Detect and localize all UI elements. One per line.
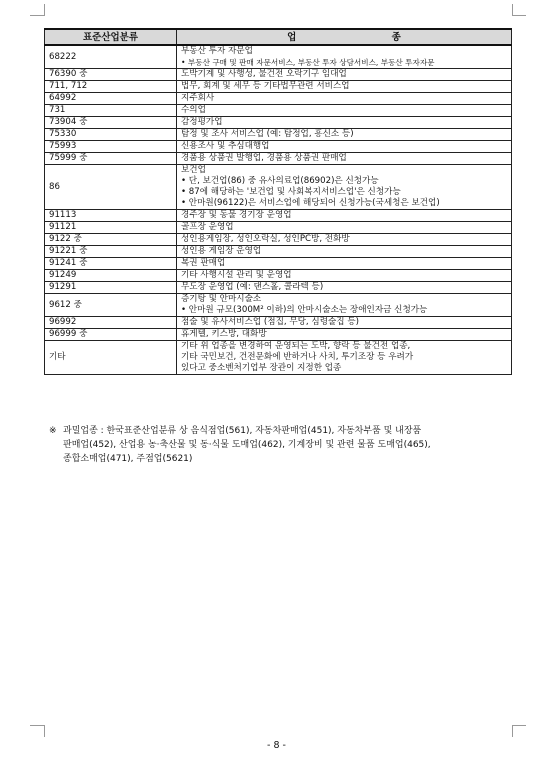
industry-code-cell: 731	[45, 105, 177, 117]
table-row	[45, 246, 512, 258]
industry-description-cell	[177, 69, 512, 81]
crop-mark-top-left-h	[30, 15, 44, 16]
table-row	[45, 117, 512, 129]
table-row	[45, 258, 512, 270]
industry-description-cell	[177, 329, 512, 341]
description-line: 증기탕 및 안마시술소	[181, 294, 262, 304]
crop-mark-bottom-right-h	[512, 725, 526, 726]
table-row	[45, 141, 512, 153]
description-line: 있다고 중소벤처기업부 장관이 지정한 업종	[181, 363, 342, 373]
industry-code-cell: 91113	[45, 210, 177, 222]
description-line: 복권 판매업	[181, 258, 226, 268]
industry-code-cell: 9612 중	[45, 294, 177, 317]
industry-code-cell: 91249	[45, 270, 177, 282]
industry-code-cell: 75993	[45, 141, 177, 153]
description-line: 점술 및 유사서비스업 (점집, 무당, 심령술집 등)	[181, 317, 359, 327]
description-line: • 부동산 구매 및 판매 자문서비스, 부동산 투자 상담서비스, 부동산 투자자문	[181, 58, 435, 67]
industry-description-cell	[177, 294, 512, 317]
description-line: 신용조사 및 추심대행업	[181, 141, 270, 151]
table-row	[45, 294, 512, 317]
industry-code-cell: 기타	[45, 341, 177, 375]
industry-code-cell: 91221 중	[45, 246, 177, 258]
crop-mark-bottom-left-v	[44, 725, 45, 737]
table-row	[45, 317, 512, 329]
industry-description-cell	[177, 129, 512, 141]
description-line: 도박기계 및 사행성, 불건전 오락기구 임대업	[181, 69, 347, 79]
description-line: 무도장 운영업 (예: 댄스홀, 콜라텍 등)	[181, 282, 324, 292]
table-row	[45, 270, 512, 282]
industry-description-cell	[177, 222, 512, 234]
industry-code-cell: 76390 중	[45, 69, 177, 81]
restricted-industry-table	[44, 28, 512, 375]
table-row	[45, 93, 512, 105]
industry-description-cell	[177, 45, 512, 69]
table-body	[45, 45, 512, 375]
description-line: 골프장 운영업	[181, 222, 234, 232]
description-line: 지주회사	[181, 93, 215, 103]
industry-code-cell: 75330	[45, 129, 177, 141]
industry-description-cell	[177, 93, 512, 105]
table-row	[45, 234, 512, 246]
description-line: 감정평가업	[181, 117, 223, 127]
industry-code-cell: 75999 중	[45, 153, 177, 165]
industry-code-cell: 86	[45, 165, 177, 210]
reference-mark: ※	[49, 426, 57, 436]
industry-description-cell	[177, 210, 512, 222]
industry-description-cell	[177, 317, 512, 329]
footnote-line: 판매업(452), 산업용 농·축산물 및 동·식물 도매업(462), 기계장비 및 관련 물품 도매업(465),	[63, 440, 431, 450]
footnote-line: 종합소매업(471), 주점업(5621)	[63, 454, 193, 464]
footnote	[49, 424, 519, 466]
table-row	[45, 129, 512, 141]
header-code: 표준산업분류	[45, 29, 177, 45]
description-line: 기타 사행시설 관리 및 운영업	[181, 270, 292, 280]
crop-mark-bottom-left-h	[30, 725, 44, 726]
table-header-row	[45, 29, 512, 45]
crop-mark-top-right-h	[512, 15, 526, 16]
description-line: 휴게텔, 키스방, 대화방	[181, 329, 267, 339]
page-number: - 8 -	[267, 740, 286, 751]
table-row	[45, 165, 512, 210]
industry-code-cell: 9122 중	[45, 234, 177, 246]
description-line: • 87에 해당하는 '보건업 및 사회복지서비스업'은 신청가능	[181, 187, 401, 197]
industry-code-cell: 64992	[45, 93, 177, 105]
crop-mark-top-left-v	[44, 4, 45, 16]
industry-description-cell	[177, 270, 512, 282]
table-row	[45, 210, 512, 222]
table-row	[45, 153, 512, 165]
industry-code-cell: 91241 중	[45, 258, 177, 270]
industry-description-cell	[177, 105, 512, 117]
industry-description-cell	[177, 234, 512, 246]
industry-code-cell: 91121	[45, 222, 177, 234]
footnote-body	[63, 424, 519, 466]
industry-description-cell	[177, 141, 512, 153]
description-line: • 안마원(96122)은 서비스업에 해당되어 신청가능(국세청은 보건업)	[181, 198, 440, 208]
crop-mark-bottom-right-v	[512, 725, 513, 737]
industry-description-cell	[177, 117, 512, 129]
description-line: 수의업	[181, 105, 206, 115]
table-row	[45, 282, 512, 294]
industry-description-cell	[177, 258, 512, 270]
description-line: 경주장 및 동물 경기장 운영업	[181, 210, 292, 220]
industry-code-cell: 96992	[45, 317, 177, 329]
description-line: 탐정 및 조사 서비스업 (예: 탐정업, 흥신소 등)	[181, 129, 354, 139]
industry-description-cell	[177, 165, 512, 210]
description-line: 기타 위 업종을 변경하여 운영되는 도박, 향락 등 불건전 업종,	[181, 341, 411, 351]
industry-description-cell	[177, 81, 512, 93]
description-line: 법무, 회계 및 세무 등 기타법무관련 서비스업	[181, 81, 350, 91]
table-row	[45, 341, 512, 375]
industry-description-cell	[177, 153, 512, 165]
header-industry: 업 종	[177, 29, 512, 45]
description-line: 경품용 상품권 발행업, 경품용 상품권 판매업	[181, 153, 347, 163]
table-row	[45, 69, 512, 81]
table-row	[45, 222, 512, 234]
table-row	[45, 105, 512, 117]
industry-description-cell	[177, 341, 512, 375]
table-row	[45, 81, 512, 93]
table-row	[45, 45, 512, 69]
description-line: 부동산 투자 자문업	[181, 46, 253, 56]
industry-code-cell: 96999 중	[45, 329, 177, 341]
footnote-line: 과밀업종 : 한국표준산업분류 상 음식점업(561), 자동차판매업(451), 자동차부품 및 내장품	[63, 426, 422, 436]
table-row	[45, 329, 512, 341]
description-line: 성인용게임장, 성인오락실, 성인PC방, 전화방	[181, 234, 350, 244]
industry-code-cell: 68222	[45, 45, 177, 69]
crop-mark-top-right-v	[512, 4, 513, 16]
description-line: • 안마원 규모(300M² 이하)의 안마시술소는 장애인자금 신청가능	[181, 305, 428, 315]
industry-code-cell: 91291	[45, 282, 177, 294]
industry-code-cell: 711, 712	[45, 81, 177, 93]
industry-description-cell	[177, 246, 512, 258]
industry-code-cell: 73904 중	[45, 117, 177, 129]
description-line: 기타 국민보건, 건전문화에 반하거나 사치, 투기조장 등 우려가	[181, 352, 414, 362]
description-line: • 단, 보건업(86) 중 유사의료업(86902)은 신청가능	[181, 176, 379, 186]
description-line: 성인용 게임장 운영업	[181, 246, 262, 256]
industry-description-cell	[177, 282, 512, 294]
description-line: 보건업	[181, 165, 206, 175]
